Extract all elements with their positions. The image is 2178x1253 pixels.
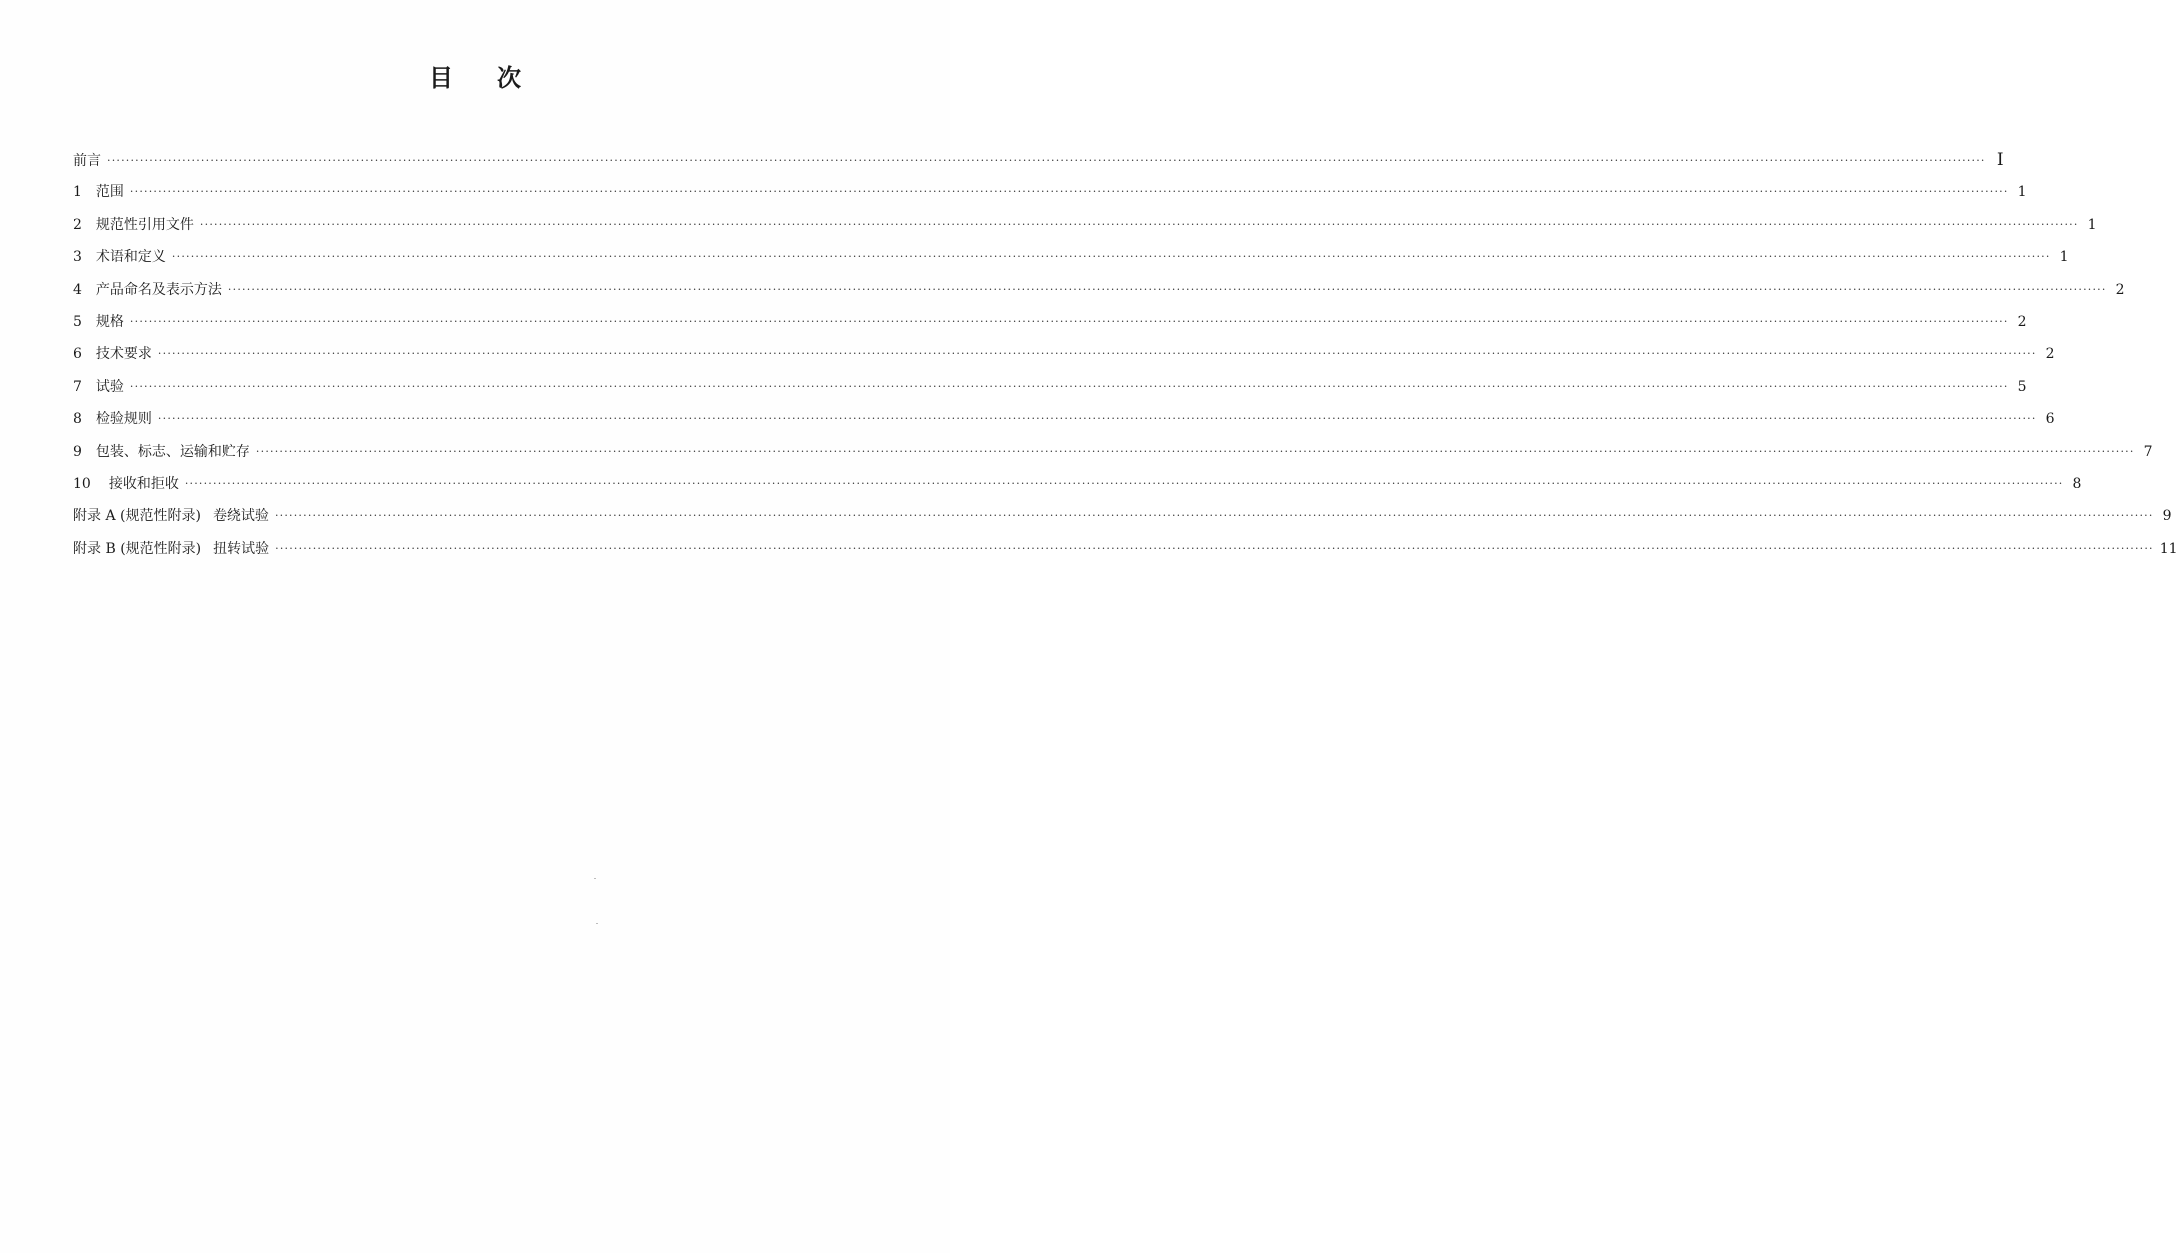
toc-entry-5[interactable] bbox=[73, 306, 2027, 338]
toc-entry-foreword[interactable] bbox=[73, 144, 2004, 176]
toc-entry-appendix-a[interactable] bbox=[73, 500, 2172, 532]
dot-leader: ················································································································································································································································································································································································································ bbox=[184, 476, 2064, 490]
toc-section-number: 8 bbox=[73, 411, 82, 428]
toc-entry-6[interactable] bbox=[73, 338, 2055, 370]
toc-entry-label bbox=[73, 468, 185, 500]
toc-appendix-label: 附录 A (规范性附录) bbox=[73, 508, 201, 525]
toc-entry-label bbox=[73, 533, 275, 565]
toc-page-number: 2 bbox=[2115, 281, 2125, 298]
toc-entry-title: 前言 bbox=[73, 153, 101, 169]
toc-page-number: 5 bbox=[2017, 378, 2027, 395]
toc-section-number: 5 bbox=[73, 313, 82, 330]
toc-entry-1[interactable] bbox=[73, 176, 2027, 208]
toc-section-number: 4 bbox=[73, 281, 82, 298]
toc-section-number: 3 bbox=[73, 249, 82, 266]
toc-appendix-title: 卷绕试验 bbox=[212, 508, 269, 525]
toc-appendix-label: 附录 B (规范性附录) bbox=[73, 540, 202, 557]
toc-entry-title: 试验 bbox=[95, 378, 124, 395]
toc-entry-10[interactable] bbox=[73, 468, 2082, 500]
toc-entry-title: 接收和拒收 bbox=[108, 475, 179, 492]
dot-leader: ················································································································································································································································································································································································································ bbox=[199, 217, 2079, 231]
toc-entry-label bbox=[73, 306, 130, 338]
toc-entry-3[interactable] bbox=[73, 241, 2069, 273]
toc-entry-title: 术语和定义 bbox=[95, 249, 166, 266]
toc-entry-label bbox=[73, 500, 275, 532]
toc-page-number: 8 bbox=[2072, 475, 2082, 492]
toc-page-number: 2 bbox=[2045, 346, 2055, 363]
toc-page-number: 9 bbox=[2162, 508, 2172, 525]
toc-entry-label bbox=[73, 209, 200, 241]
dot-leader: ················································································································································································································································································································································································································ bbox=[129, 379, 2009, 393]
dot-leader: ················································································································································································································································································································································································································ bbox=[255, 444, 2135, 458]
dot-leader: ················································································································································································································································································································································································································ bbox=[171, 250, 2051, 264]
toc-section-number: 7 bbox=[73, 378, 82, 395]
toc-section-number: 1 bbox=[73, 184, 82, 201]
dot-leader: ················································································································································································································································································································································································································ bbox=[157, 412, 2037, 426]
toc-entry-label bbox=[73, 338, 158, 370]
dot-leader: ················································································································································································································································································································································································································ bbox=[274, 509, 2154, 523]
toc-page-number: 1 bbox=[2087, 216, 2097, 233]
toc-page-number: 2 bbox=[2017, 313, 2027, 330]
toc-entry-appendix-b[interactable] bbox=[73, 533, 2178, 565]
dot-leader: ················································································································································································································································································································································································································ bbox=[107, 154, 1986, 167]
toc-page-number: 1 bbox=[2017, 184, 2027, 201]
toc-entry-2[interactable] bbox=[73, 209, 2097, 241]
toc-section-number: 9 bbox=[73, 443, 82, 460]
toc-entry-4[interactable] bbox=[73, 274, 2125, 306]
toc-entry-title: 范围 bbox=[95, 184, 124, 201]
toc-entry-label bbox=[73, 436, 256, 468]
title-char-2: 次 bbox=[497, 64, 521, 92]
toc-entry-label bbox=[73, 145, 107, 177]
title-char-1: 目 bbox=[429, 64, 453, 92]
toc-entry-label bbox=[73, 241, 172, 273]
toc-entry-8[interactable] bbox=[73, 403, 2055, 435]
toc-page-number: 6 bbox=[2045, 411, 2055, 428]
scan-speck bbox=[596, 923, 598, 924]
toc-entry-title: 规范性引用文件 bbox=[95, 216, 194, 233]
toc-page-number: 1 bbox=[2059, 249, 2069, 266]
toc-entry-title: 产品命名及表示方法 bbox=[95, 281, 222, 298]
dot-leader: ················································································································································································································································································································································································································ bbox=[129, 314, 2009, 328]
page-title bbox=[0, 62, 950, 94]
toc-appendix-title: 扭转试验 bbox=[213, 540, 270, 557]
table-of-contents bbox=[73, 144, 2178, 565]
scan-speck bbox=[594, 878, 596, 879]
toc-section-number: 2 bbox=[73, 216, 82, 233]
toc-entry-label bbox=[73, 274, 228, 306]
toc-page-number: 7 bbox=[2143, 443, 2153, 460]
dot-leader: ················································································································································································································································································································································································································ bbox=[227, 282, 2107, 296]
toc-entry-7[interactable] bbox=[73, 371, 2027, 403]
toc-entry-title: 技术要求 bbox=[95, 346, 152, 363]
toc-entry-label bbox=[73, 176, 130, 208]
toc-entry-label bbox=[73, 371, 130, 403]
toc-section-number: 10 bbox=[73, 475, 91, 492]
toc-entry-9[interactable] bbox=[73, 436, 2153, 468]
toc-page-number: 11 bbox=[2159, 540, 2178, 557]
dot-leader: ················································································································································································································································································································································································································ bbox=[157, 347, 2037, 361]
toc-entry-label bbox=[73, 403, 158, 435]
dot-leader: ················································································································································································································································································································································································································ bbox=[275, 541, 2154, 555]
toc-entry-title: 规格 bbox=[95, 313, 124, 330]
toc-section-number: 6 bbox=[73, 346, 82, 363]
toc-entry-title: 检验规则 bbox=[95, 411, 152, 428]
toc-entry-title: 包装、标志、运输和贮存 bbox=[95, 443, 250, 460]
toc-page-number: I bbox=[1996, 150, 2004, 170]
dot-leader: ················································································································································································································································································································································································································ bbox=[129, 185, 2009, 199]
